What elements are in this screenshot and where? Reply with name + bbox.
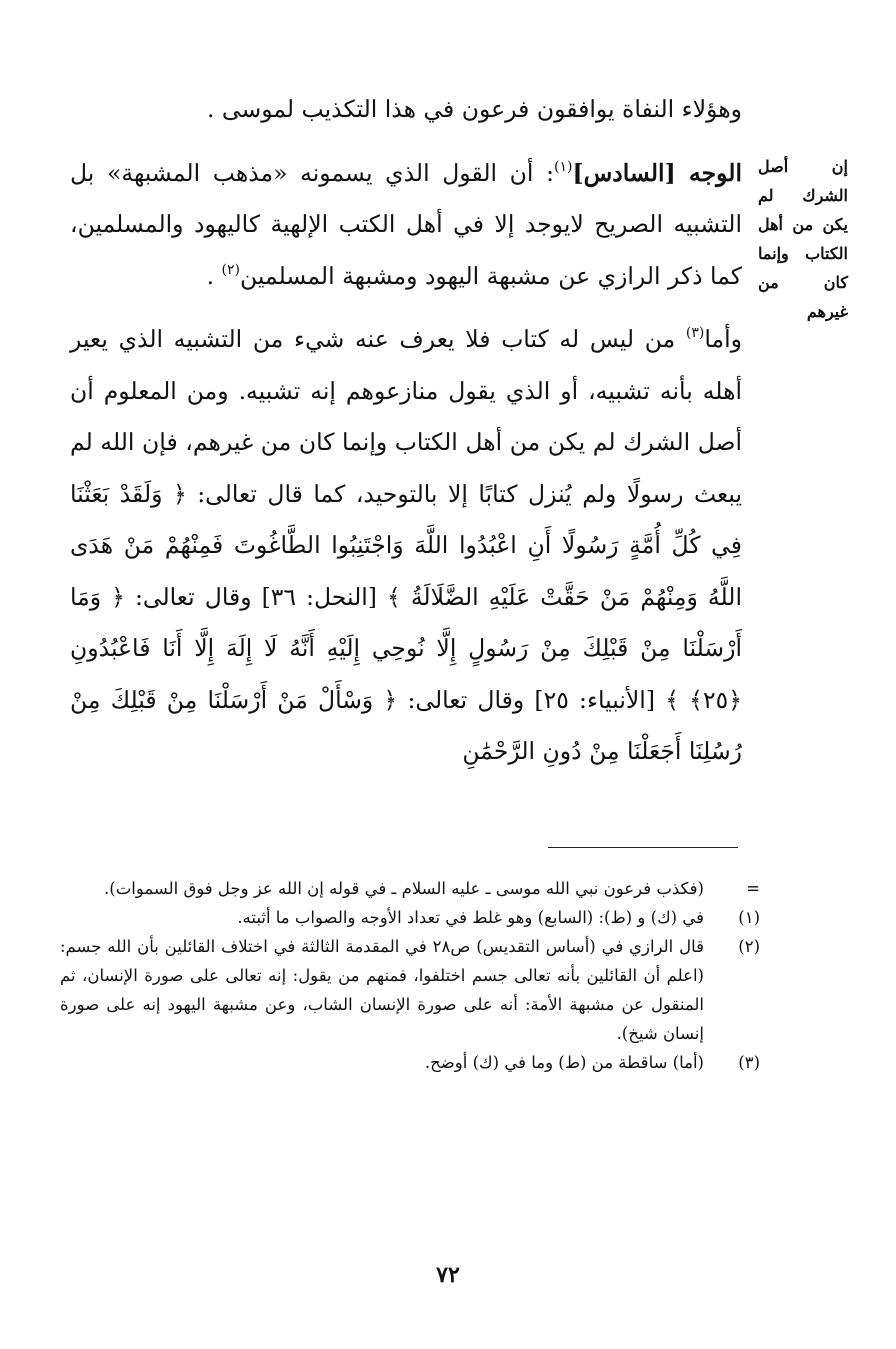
margin-note-line: الشرك لم <box>758 186 848 205</box>
footnotes <box>60 874 760 1077</box>
footnote <box>60 874 760 903</box>
margin-note-line: غيرهم <box>806 302 848 321</box>
intro-line: وهؤلاء النفاة يوافقون فرعون في هذا التكذيب لموسى . <box>206 95 742 123</box>
footnote <box>60 1048 760 1077</box>
paragraph-2 <box>70 314 742 778</box>
paragraph-2-start: وأما <box>704 325 742 353</box>
page-number: ٧٢ <box>436 1262 460 1288</box>
paragraph-2-text: من ليس له كتاب فلا يعرف عنه شيء من التشبيه الذي يعير أهله بأنه تشبيه، أو الذي يقول منازعوهم إنه تشبيه. ومن المعلوم أن أصل الشرك لم يكن من أهل الكتاب وإنما كان من غيرهم، فإن الله لم يبعث رسولًا ولم يُنزل كتابًا إلا بالتوحيد، كما قال تعالى: ﴿ وَلَقَدْ بَعَثْنَا فِي كُلِّ أُمَّةٍ رَسُولًا أَنِ اعْبُدُوا اللَّهَ وَاجْتَنِبُوا الطَّاغُوتَ فَمِنْهُمْ مَنْ هَدَى اللَّهُ وَمِنْهُمْ مَنْ حَقَّتْ عَلَيْهِ الضَّلَالَةُ ﴾ [النحل: ٣٦] وقال تعالى: ﴿ وَمَا أَرْسَلْنَا مِنْ قَبْلِكَ مِنْ رَسُولٍ إِلَّا نُوحِي إِلَيْهِ أَنَّهُ لَا إِلَهَ إِلَّا أَنَا فَاعْبُدُونِ ﴿٢٥﴾ ﴾ [الأنبياء: ٢٥] وقال تعالى: ﴿ وَسْأَلْ مَنْ أَرْسَلْنَا مِنْ قَبْلِكَ مِنْ رُسُلِنَا أَجَعَلْنَا مِنْ دُونِ الرَّحْمَٰنِ <box>70 325 742 765</box>
footnote-ref-3: (٣) <box>685 325 705 341</box>
footnote-ref-2: (٢) <box>221 261 241 278</box>
section-text-end: . <box>206 261 215 290</box>
margin-note-line: يكن من أهل <box>758 215 848 234</box>
footnote-ref-1: (١) <box>554 158 573 175</box>
footnote-text: (أما) ساقطة من (ط) وما في (ك) أوضح. <box>424 1053 704 1072</box>
margin-note-line: كان من <box>758 273 848 292</box>
margin-note-line: الكتاب وإنما <box>758 244 848 263</box>
footnote-divider <box>548 847 738 848</box>
footnote-mark: (٣) <box>738 1053 760 1072</box>
footnote <box>60 932 760 1048</box>
section-paragraph <box>70 148 742 303</box>
margin-note <box>758 152 848 326</box>
footnote-text: في (ك) و (ط): (السابع) وهو غلط في تعداد الأوجه والصواب ما أثبته. <box>237 908 704 927</box>
footnote-mark: = <box>746 879 760 898</box>
footnote-mark: (٢) <box>738 937 760 956</box>
section-heading: الوجه [السادس] <box>572 158 742 187</box>
margin-note-line: إن أصل <box>758 157 848 176</box>
footnote-text: (فكذب فرعون نبي الله موسى ـ عليه السلام ـ في قوله إن الله عز وجل فوق السموات). <box>104 879 704 898</box>
footnote-text: قال الرازي في (أساس التقديس) ص٢٨ في المقدمة الثالثة في اختلاف القائلين بأن الله جسم: (اعلم أن القائلين بأنه تعالى جسم اختلفوا، فمنهم من يقول: إنه تعالى على صورة الإنسان، ثم المنقول عن مشبهة الأمة: أنه على صورة الإنسان الشاب، وعن مشبهة اليهود إنه على صورة إنسان شيخ). <box>60 937 704 1043</box>
footnote-mark: (١) <box>738 908 760 927</box>
footnote <box>60 903 760 932</box>
main-text <box>70 84 742 778</box>
section-text: : أن القول الذي يسمونه «مذهب المشبهة» بل التشبيه الصريح لايوجد إلا في أهل الكتب الإلهية كاليهود والمسلمين، كما ذكر الرازي عن مشبهة اليهود ومشبهة المسلمين <box>70 158 742 290</box>
